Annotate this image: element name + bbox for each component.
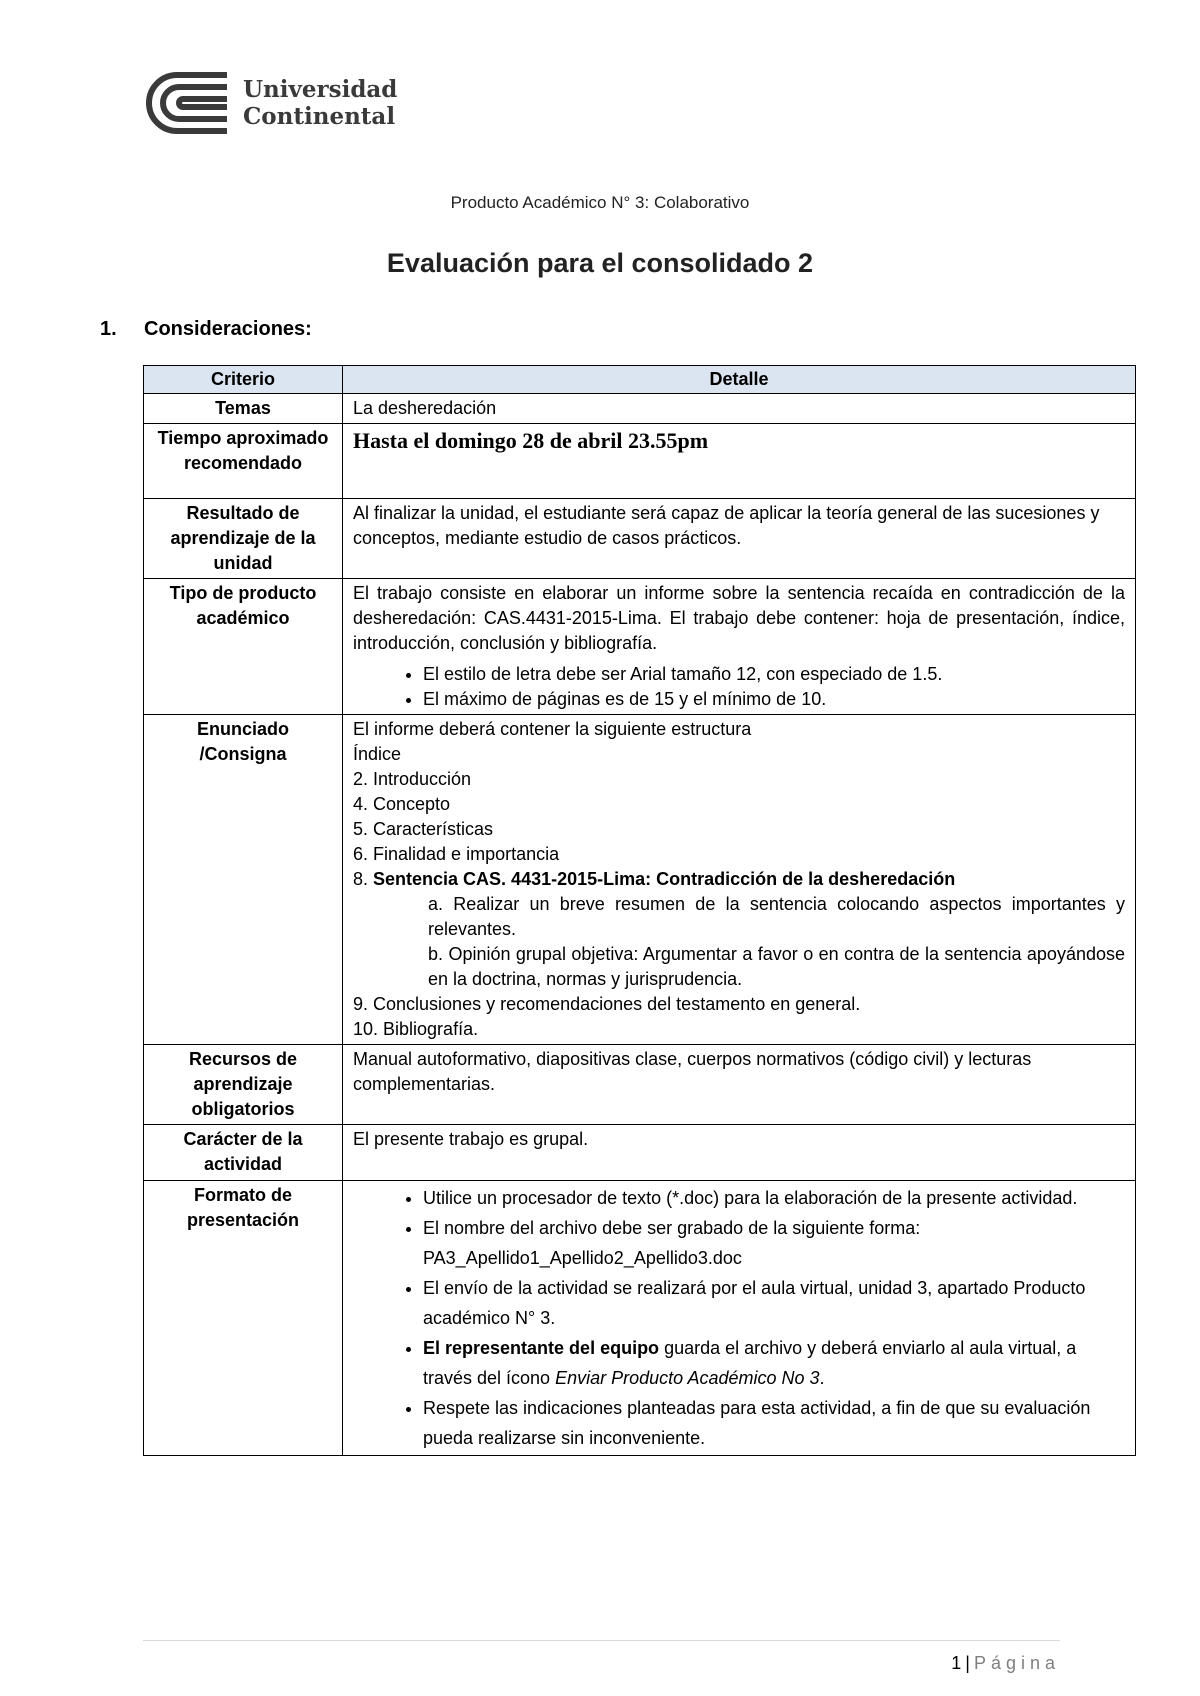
section-heading <box>100 318 312 341</box>
list-item: 4. Concepto <box>353 794 451 814</box>
list-item: 10. Bibliografía. <box>353 1019 479 1039</box>
document-subtitle: Producto Académico N° 3: Colaborativo <box>450 193 750 212</box>
representante-label: El representante del equipo <box>423 1338 660 1358</box>
page-number: 1 <box>951 1653 962 1673</box>
list-item: 9. Conclusiones y recomendaciones del testamento en general. <box>353 994 861 1014</box>
criterion-formato: Formato de presentación <box>144 1181 343 1456</box>
criterion-enunciado <box>144 715 343 1045</box>
document-title: Evaluación para el consolidado 2 <box>386 248 814 278</box>
table-row <box>144 1125 1136 1181</box>
item8-number: 8. <box>353 869 374 889</box>
list-item: Índice <box>353 744 402 764</box>
list-item: • El nombre del archivo debe ser grabado de la siguiente forma: PA3_Apellido1_Apellido2_Apellido3.doc <box>423 1213 1125 1273</box>
deadline-date: Hasta el domingo 28 de abril 23.55pm <box>353 428 709 453</box>
detail-tiempo <box>343 424 1136 499</box>
enviar-producto-text: Enviar Producto Académico No 3 <box>555 1368 820 1388</box>
criterion-caracter-line2: actividad <box>203 1154 283 1174</box>
logo-text <box>243 76 397 130</box>
table-row <box>144 1181 1136 1456</box>
detail-recursos: Manual autoformativo, diapositivas clase, cuerpos normativos (código civil) y lecturas complementarias. <box>343 1045 1136 1125</box>
criterion-enunciado-line2: /Consigna <box>199 744 287 764</box>
university-logo <box>143 70 397 136</box>
table-row <box>144 1045 1136 1125</box>
criterion-caracter <box>144 1125 343 1181</box>
list-item: 6. Finalidad e importancia <box>353 844 560 864</box>
header-criterio: Criterio <box>144 366 343 394</box>
criterion-recursos: Recursos de aprendizaje obligatorios <box>144 1045 343 1125</box>
section-label: Consideraciones: <box>144 318 312 340</box>
list-item: • Respete las indicaciones planteadas para esta actividad, a fin de que su evaluación pueda realizarse sin inconveniente. <box>423 1393 1125 1453</box>
considerations-table <box>143 365 1136 1456</box>
header-detalle: Detalle <box>343 366 1136 394</box>
sub-item-a: a. Realizar un breve resumen de la sentencia colocando aspectos importantes y relevantes. <box>428 894 1125 939</box>
detail-temas: La desheredación <box>343 394 1136 424</box>
list-item: 5. Características <box>353 819 494 839</box>
table-row <box>144 579 1136 715</box>
criterion-resultado: Resultado de aprendizaje de la unidad <box>144 499 343 579</box>
table-header-row <box>144 366 1136 394</box>
criterion-enunciado-line1: Enunciado <box>196 719 289 739</box>
page-footer <box>951 1653 1060 1674</box>
list-item: • El máximo de páginas es de 15 y el mínimo de 10. <box>423 687 1125 712</box>
criterion-tipo: Tipo de producto académico <box>144 579 343 715</box>
list-item <box>353 867 1125 892</box>
formato-bullets <box>353 1183 1125 1453</box>
sub-item-b: b. Opinión grupal objetiva: Argumentar a favor o en contra de la sentencia apoyándose en la doctrina, normas y jurisprudencia. <box>428 944 1125 989</box>
tipo-description: El trabajo consiste en elaborar un informe sobre la sentencia recaída en contradicción de la desheredación: CAS.4431-2015-Lima. El trabajo debe contener: hoja de presentación, índice, introducción, conclusión y bibliografía. <box>353 583 1125 653</box>
table-row <box>144 394 1136 424</box>
page-label: Página <box>973 1653 1060 1673</box>
detail-resultado: Al finalizar la unidad, el estudiante será capaz de aplicar la teoría general de las sucesiones y conceptos, mediante estudio de casos prácticos. <box>343 499 1136 579</box>
criterion-caracter-line1: Carácter de la <box>183 1129 303 1149</box>
list-item: • El envío de la actividad se realizará por el aula virtual, unidad 3, apartado Producto académico N° 3. <box>423 1273 1125 1333</box>
logo-line-2: Continental <box>243 103 396 130</box>
section-number: 1. <box>100 318 117 340</box>
detail-formato <box>343 1181 1136 1456</box>
footer-divider <box>143 1640 1060 1641</box>
detail-caracter: El presente trabajo es grupal. <box>343 1125 1136 1181</box>
list-item: • El estilo de letra debe ser Arial tamaño 12, con especiado de 1.5. <box>423 662 1125 687</box>
list-item: 2. Introducción <box>353 769 472 789</box>
item8-title: Sentencia CAS. 4431-2015-Lima: Contradicción de la desheredación <box>373 869 956 889</box>
table-row <box>144 499 1136 579</box>
detail-enunciado <box>343 715 1136 1045</box>
representante-text: guarda el archivo y deberá enviarlo al aula virtual, a través del ícono <box>423 1338 1077 1388</box>
criterion-temas: Temas <box>144 394 343 424</box>
representante-end: . <box>819 1368 825 1388</box>
logo-line-1: Universidad <box>243 76 398 103</box>
table-row <box>144 424 1136 499</box>
continental-logo-icon <box>143 70 229 136</box>
list-item: • Utilice un procesador de texto (*.doc) para la elaboración de la presente actividad. <box>423 1183 1125 1213</box>
list-item <box>423 1333 1125 1393</box>
footer-separator: | <box>965 1653 970 1673</box>
enunciado-intro: El informe deberá contener la siguiente estructura <box>353 719 752 739</box>
detail-tipo <box>343 579 1136 715</box>
table-row <box>144 715 1136 1045</box>
criterion-tiempo: Tiempo aproximado recomendado <box>144 424 343 499</box>
tipo-bullets <box>353 662 1125 712</box>
